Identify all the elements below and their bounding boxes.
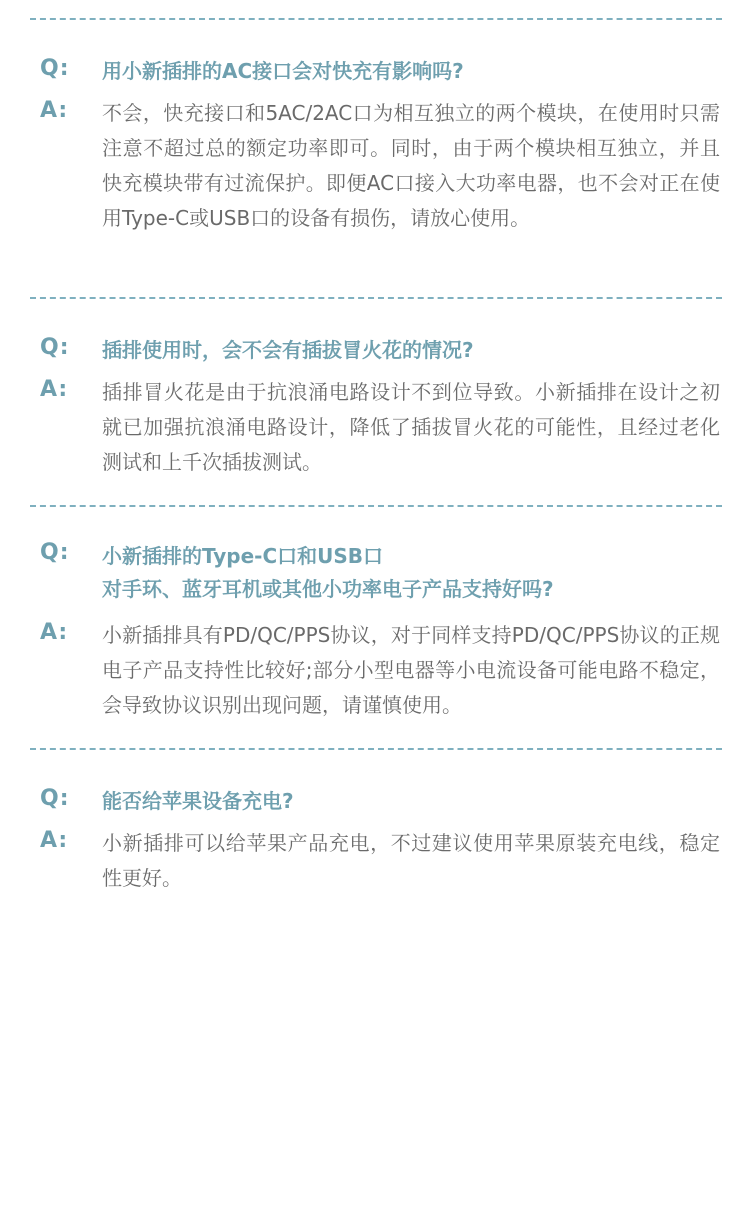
answer-label: A:	[40, 98, 69, 123]
faq-item	[40, 540, 720, 723]
question-text	[102, 540, 720, 606]
answer-row	[40, 826, 720, 896]
question-line: 能否给苹果设备充电?	[102, 789, 294, 813]
question-text	[102, 786, 720, 816]
question-line: 用小新插排的AC接口会对快充有影响吗?	[102, 59, 464, 83]
question-row	[40, 786, 720, 816]
answer-text: 小新插排具有PD/QC/PPS协议，对于同样支持PD/QC/PPS协议的正规电子产品支持性比较好;部分小型电器等小电流设备可能电路不稳定，会导致协议识别出现问题，请谨慎使用。	[102, 623, 720, 717]
answer-label: A:	[40, 620, 69, 645]
question-label: Q:	[40, 56, 70, 81]
section-divider	[30, 748, 722, 750]
question-line: 对手环、蓝牙耳机或其他小功率电子产品支持好吗?	[102, 577, 554, 601]
faq-item	[40, 786, 720, 896]
question-line: 插排使用时，会不会有插拔冒火花的情况?	[102, 338, 474, 362]
answer-text: 不会，快充接口和5AC/2AC口为相互独立的两个模块，在使用时只需注意不超过总的额定功率即可。同时，由于两个模块相互独立，并且快充模块带有过流保护。即便AC口接入大功率电器，也不会对正在使用Type-C或USB口的设备有损伤，请放心使用。	[102, 101, 720, 230]
question-text	[102, 335, 720, 365]
faq-item	[40, 335, 720, 480]
question-line: 小新插排的Type-C口和USB口	[102, 544, 384, 568]
answer-text: 插排冒火花是由于抗浪涌电路设计不到位导致。小新插排在设计之初就已加强抗浪涌电路设计，降低了插拔冒火花的可能性，且经过老化测试和上千次插拔测试。	[102, 380, 720, 474]
answer-text: 小新插排可以给苹果产品充电，不过建议使用苹果原装充电线，稳定性更好。	[102, 831, 720, 890]
answer-row	[40, 375, 720, 480]
question-text	[102, 56, 720, 86]
section-divider	[30, 18, 722, 20]
answer-row	[40, 96, 720, 236]
faq-item	[40, 56, 720, 236]
question-label: Q:	[40, 540, 70, 565]
question-row	[40, 56, 720, 86]
question-row	[40, 335, 720, 365]
answer-label: A:	[40, 377, 69, 402]
answer-label: A:	[40, 828, 69, 853]
question-label: Q:	[40, 335, 70, 360]
question-label: Q:	[40, 786, 70, 811]
question-row	[40, 540, 720, 606]
section-divider	[30, 505, 722, 507]
section-divider	[30, 297, 722, 299]
answer-row	[40, 618, 720, 723]
